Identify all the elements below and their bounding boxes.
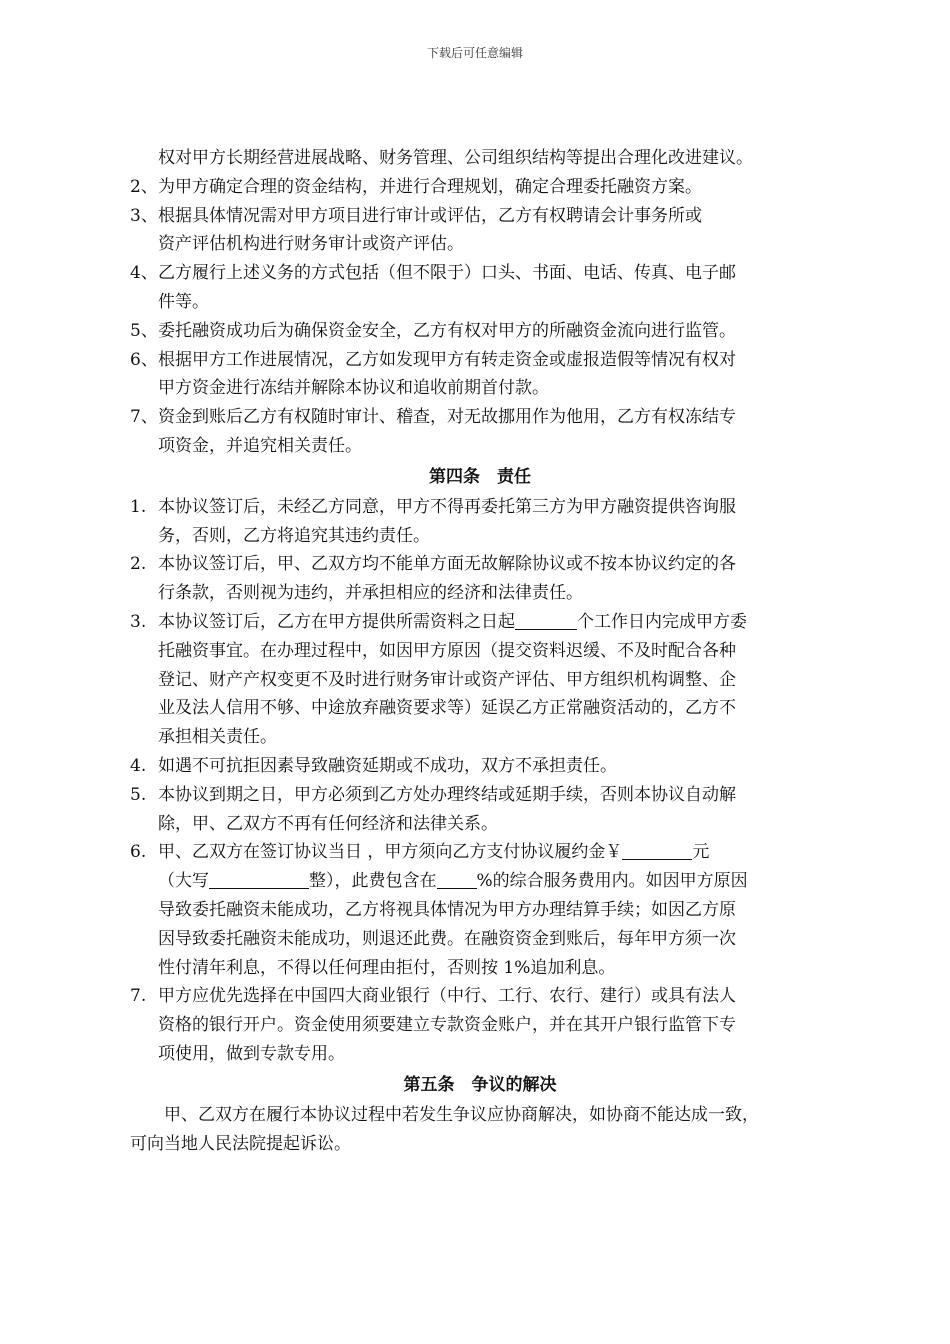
- section3-tail: [130, 144, 830, 173]
- text-line: [158, 867, 830, 896]
- item-number: 4.: [130, 755, 147, 776]
- blank-percent: [437, 870, 477, 889]
- text-line: 资格的银行开户。资金使用须要建立专款资金账户，并在其开户银行监管下专: [158, 1015, 736, 1036]
- item-number: 3.: [130, 611, 147, 632]
- text-line: 根据具体情况需对甲方项目进行审计或评估，乙方有权聘请会计事务所或: [158, 205, 702, 226]
- text-line: 甲方资金进行冻结并解除本协议和追收前期首付款。: [158, 378, 549, 399]
- text-line: 本协议签订后，未经乙方同意，甲方不得再委托第三方为甲方融资提供咨询服: [158, 496, 736, 517]
- sec4-item-4: [130, 752, 830, 781]
- text-segment: 元: [692, 842, 710, 863]
- text-line: 托融资事宜。在办理过程中，如因甲方原因（提交资料迟缓、不及时配合各种: [158, 640, 736, 661]
- text-segment: 甲、乙双方在签订协议当日 ，甲方须向乙方支付协议履约金￥: [158, 842, 623, 863]
- item-number: 6.: [130, 842, 147, 863]
- blank-amount-words: [209, 870, 309, 889]
- text-line: 业及法人信用不够、中途放弃融资要求等）延误乙方正常融资活动的，乙方不: [158, 698, 736, 719]
- item-number: 1.: [130, 496, 147, 517]
- text-line: 导致委托融资未能成功，乙方将视具体情况为甲方办理结算手续；如因乙方原: [158, 899, 736, 920]
- text-line: 行条款，否则视为违约，并承担相应的经济和法律责任。: [158, 583, 583, 604]
- text-line: 资金到账后乙方有权随时审计、稽查，对无故挪用作为他用，乙方有权冻结专: [158, 407, 736, 428]
- text-line: 委托融资成功后为确保资金安全，乙方有权对甲方的所融资金流向进行监管。: [158, 320, 736, 341]
- text-line: [158, 608, 830, 637]
- item-number: 5.: [130, 784, 147, 805]
- text-line: 如遇不可抗拒因素导致融资延期或不成功，双方不承担责任。: [158, 755, 617, 776]
- text-line: 权对甲方长期经营进展战略、财务管理、公司组织结构等提出合理化改进建议。: [158, 148, 753, 168]
- text-line: 承担相关责任。: [158, 727, 277, 748]
- sec4-item-1: [130, 493, 830, 551]
- item-number: 2、: [130, 176, 158, 197]
- item-number: 2.: [130, 554, 147, 575]
- text-line: 性付清年利息，不得以任何理由拒付，否则按 1%追加利息。: [158, 957, 616, 978]
- text-line: 甲方应优先选择在中国四大商业银行（中行、工行、农行、建行）或具有法人: [158, 986, 736, 1007]
- text-line: 项资金，并追究相关责任。: [158, 435, 362, 456]
- item-number: 6、: [130, 349, 158, 370]
- item-number: 3、: [130, 205, 158, 226]
- text-segment: %的综合服务费用内。如因甲方原因: [476, 871, 748, 892]
- text-line: [158, 838, 830, 867]
- item-number: 7、: [130, 407, 158, 428]
- text-line: 项使用，做到专款专用。: [158, 1043, 345, 1064]
- text-line: 务，否则，乙方将追究其违约责任。: [158, 525, 430, 546]
- document-body: [130, 144, 830, 1158]
- text-line: 根据甲方工作进展情况，乙方如发现甲方有转走资金或虚报造假等情况有权对: [158, 349, 736, 370]
- blank-days: [515, 611, 577, 630]
- text-line: 件等。: [158, 291, 209, 312]
- sec3-item-4: [130, 259, 830, 317]
- sec4-item-2: [130, 550, 830, 608]
- text-segment: （大写: [158, 871, 209, 892]
- item-number: 4、: [130, 263, 158, 284]
- text-segment: 个工作日内完成甲方委: [577, 611, 747, 632]
- section4-heading: 第四条 责任: [429, 466, 531, 487]
- sec3-item-6: [130, 346, 830, 404]
- text-segment: 整），此费包含在: [309, 871, 437, 892]
- text-line: 本协议到期之日，甲方必须到乙方处办理终结或延期手续，否则本协议自动解: [158, 784, 736, 805]
- sec4-item-3: [130, 608, 830, 752]
- sec4-item-6: [130, 838, 830, 982]
- sec5-paragraph-line1: 甲、乙双方在履行本协议过程中若发生争议应协商解决，如协商不能达成一致，: [164, 1104, 759, 1125]
- text-line: 除，甲、乙双方不再有任何经济和法律关系。: [158, 813, 498, 834]
- sec3-item-2: [130, 173, 830, 202]
- text-line: 登记、财产产权变更不及时进行财务审计或资产评估、甲方组织机构调整、企: [158, 669, 736, 690]
- sec5-paragraph-line2: 可向当地人民法院提起诉讼。: [130, 1133, 351, 1154]
- section5-heading: 第五条 争议的解决: [403, 1074, 557, 1095]
- page-header: 下载后可任意编辑: [426, 46, 523, 60]
- text-line: 乙方履行上述义务的方式包括（但不限于）口头、书面、电话、传真、电子邮: [158, 263, 736, 284]
- item-number: 5、: [130, 320, 158, 341]
- sec3-item-7: [130, 403, 830, 461]
- text-line: 因导致委托融资未能成功，则退还此费。在融资资金到账后，每年甲方须一次: [158, 928, 736, 949]
- sec3-item-3: [130, 202, 830, 260]
- item-number: 7.: [130, 986, 147, 1007]
- blank-amount: [622, 841, 692, 860]
- sec4-item-7: [130, 982, 830, 1068]
- text-segment: 本协议签订后，乙方在甲方提供所需资料之日起: [158, 611, 515, 632]
- text-line: 本协议签订后，甲、乙双方均不能单方面无故解除协议或不按本协议约定的各: [158, 554, 736, 575]
- text-line: 为甲方确定合理的资金结构，并进行合理规划，确定合理委托融资方案。: [158, 176, 702, 197]
- sec3-item-5: [130, 317, 830, 346]
- sec4-item-5: [130, 781, 830, 839]
- text-line: 资产评估机构进行财务审计或资产评估。: [158, 234, 464, 255]
